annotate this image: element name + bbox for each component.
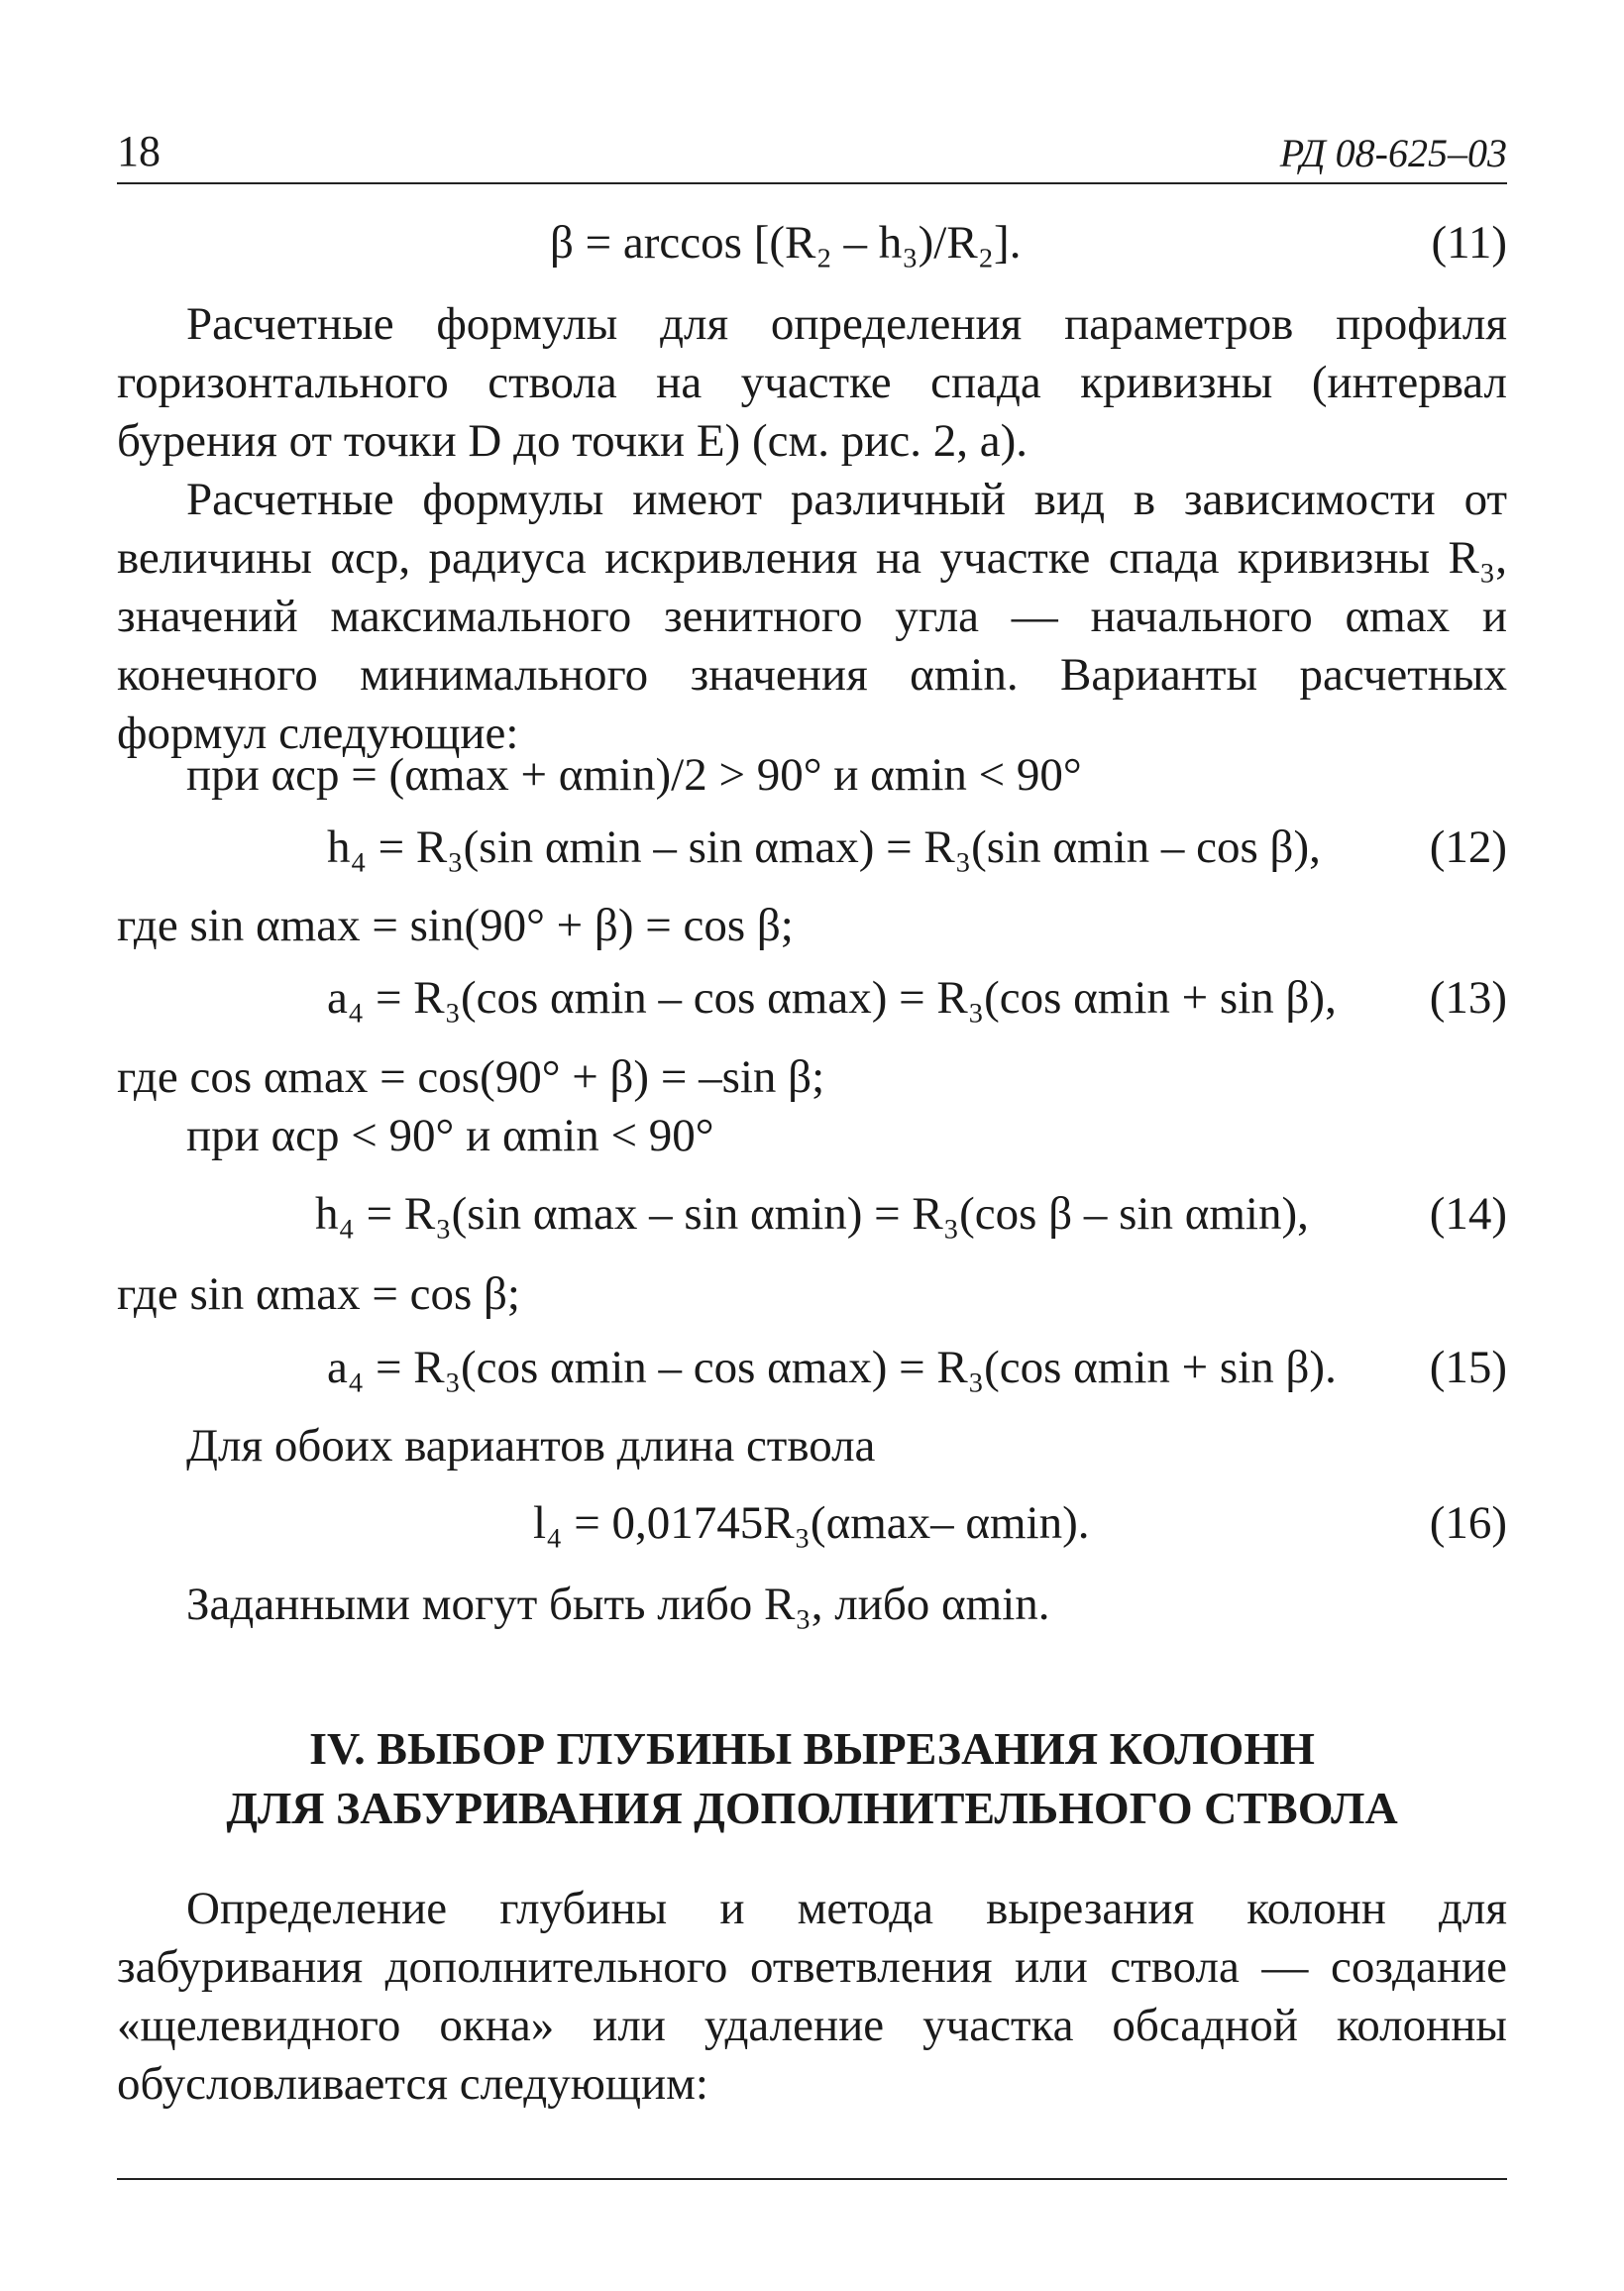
section-heading-line-2: ДЛЯ ЗАБУРИВАНИЯ ДОПОЛНИТЕЛЬНОГО СТВОЛА xyxy=(226,1783,1398,1833)
given-values xyxy=(117,1576,1507,1634)
where-1 xyxy=(117,897,1507,955)
equation-14 xyxy=(117,1187,1507,1247)
where-1-text: где sin αmax = sin(90° + β) = cos β; xyxy=(117,900,794,951)
equation-12-number: (12) xyxy=(1429,821,1507,873)
paragraph-last xyxy=(117,1880,1507,2114)
equation-12 xyxy=(117,820,1507,880)
document-code: РД 08-625–03 xyxy=(1279,131,1507,175)
both-variants xyxy=(117,1417,1507,1475)
equation-13-formula: a₄ = R₃(cos αmin – cos αmax) = R₃(cos αmin + sin β), xyxy=(327,972,1337,1024)
section-heading-line-1: IV. ВЫБОР ГЛУБИНЫ ВЫРЕЗАНИЯ КОЛОНН xyxy=(309,1723,1315,1774)
where-2-text: где cos αmax = cos(90° + β) = –sin β; xyxy=(117,1051,825,1103)
equation-14-number: (14) xyxy=(1429,1188,1507,1240)
where-2 xyxy=(117,1048,1507,1107)
condition-2-text: при αср < 90° и αmin < 90° xyxy=(186,1110,714,1161)
condition-2 xyxy=(117,1107,1507,1165)
paragraph-1 xyxy=(117,295,1507,471)
paragraph-1-text: Расчетные формулы для определения параметров профиля горизонтального ствола на участке спада кривизны (интервал бурения от точки D до точки E) (см. рис. 2, а). xyxy=(117,298,1507,467)
equation-15-formula: a₄ = R₃(cos αmin – cos αmax) = R₃(cos αmin + sin β). xyxy=(327,1342,1337,1393)
paragraph-last-text: Определение глубины и метода вырезания колонн для забуривания дополнительного ответвления или ствола — создание «щелевидного окна» или удаление участка обсадной колонны обусловливается следующим: xyxy=(117,1883,1507,2110)
paragraph-2-text: Расчетные формулы имеют различный вид в зависимости от величины αср, радиуса искривления на участке спада кривизны R₃, значений максимального зенитного угла — начального αmax и конечного минимального значения αmin. Варианты расчетных формул следующие: xyxy=(117,474,1507,759)
given-values-text: Заданными могут быть либо R₃, либо αmin. xyxy=(186,1579,1050,1630)
paragraph-2 xyxy=(117,471,1507,763)
equation-14-formula: h₄ = R₃(sin αmax – sin αmin) = R₃(cos β – sin αmin), xyxy=(315,1188,1309,1240)
where-3-text: где sin αmax = cos β; xyxy=(117,1268,520,1320)
bottom-rule xyxy=(117,2178,1507,2180)
equation-11 xyxy=(117,216,1507,275)
equation-16 xyxy=(117,1496,1507,1556)
equation-16-formula: l₄ = 0,01745R₃(αmax– αmin). xyxy=(533,1497,1090,1549)
condition-1 xyxy=(117,746,1507,805)
page-number: 18 xyxy=(117,127,161,175)
equation-12-formula: h₄ = R₃(sin αmin – sin αmax) = R₃(sin αmin – cos β), xyxy=(327,821,1321,873)
page-header xyxy=(117,127,1507,184)
where-3 xyxy=(117,1265,1507,1324)
both-variants-text: Для обоих вариантов длина ствола xyxy=(186,1420,876,1472)
equation-15-number: (15) xyxy=(1429,1342,1507,1393)
equation-11-number: (11) xyxy=(1431,217,1507,269)
equation-13 xyxy=(117,971,1507,1031)
condition-1-text: при αср = (αmax + αmin)/2 > 90° и αmin < 90° xyxy=(186,749,1082,801)
equation-16-number: (16) xyxy=(1429,1497,1507,1549)
equation-15 xyxy=(117,1341,1507,1400)
section-heading xyxy=(117,1719,1507,1838)
equation-13-number: (13) xyxy=(1429,972,1507,1024)
equation-11-formula: β = arccos [(R₂ – h₃)/R₂]. xyxy=(550,217,1022,269)
